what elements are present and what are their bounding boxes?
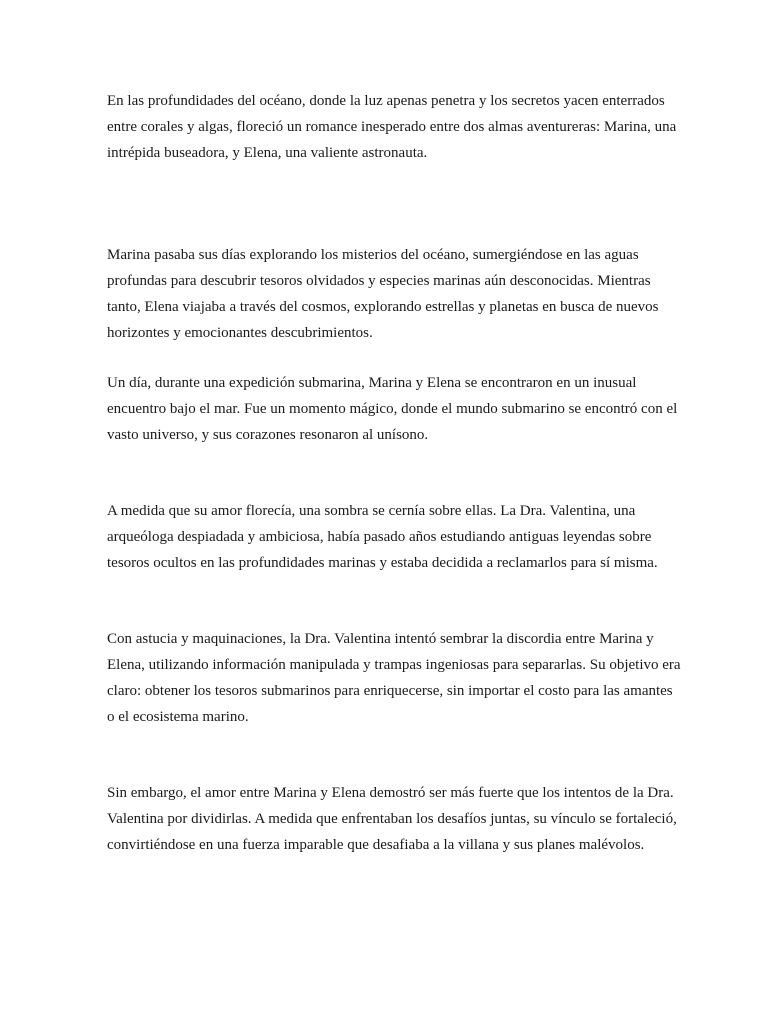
paragraph-5: Con astucia y maquinaciones, la Dra. Valentina intentó sembrar la discordia entre Marina y Elena, utilizando información manipulada y trampas ingeniosas para separarlas. Su objetivo era claro: obtener los tesoros submarinos para enriquecerse, sin importar el costo para las amantes o el ecosistema marino. — [107, 631, 681, 725]
paragraph-2: Marina pasaba sus días explorando los misterios del océano, sumergiéndose en las aguas profundas para descubrir tesoros olvidados y especies marinas aún desconocidas. Mientras tanto, Elena viajaba a través del cosmos, explorando estrellas y planetas en busca de nuevos horizontes y emocionantes descubrimientos. — [107, 247, 659, 341]
paragraph-3: Un día, durante una expedición submarina, Marina y Elena se encontraron en un inusual encuentro bajo el mar. Fue un momento mágico, donde el mundo submarino se encontró con el vasto universo, y sus corazones resonaron al unísono. — [107, 375, 678, 443]
paragraph-6: Sin embargo, el amor entre Marina y Elena demostró ser más fuerte que los intentos de la Dra. Valentina por dividirlas. A medida que enfrentaban los desafíos juntas, su vínculo se fortaleció, convirtiéndose en una fuerza imparable que desafiaba a la villana y sus planes malévolos. — [107, 785, 677, 853]
paragraph-4: A medida que su amor florecía, una sombra se cernía sobre ellas. La Dra. Valentina, una arqueóloga despiadada y ambiciosa, había pasado años estudiando antiguas leyendas sobre tesoros ocultos en las profundidades marinas y estaba decidida a reclamarlos para sí misma. — [107, 503, 658, 571]
paragraph-1: En las profundidades del océano, donde la luz apenas penetra y los secretos yacen enterrados entre corales y algas, floreció un romance inesperado entre dos almas aventureras: Marina, una intrépida buseadora, y Elena, una valiente astronauta. — [107, 93, 677, 161]
